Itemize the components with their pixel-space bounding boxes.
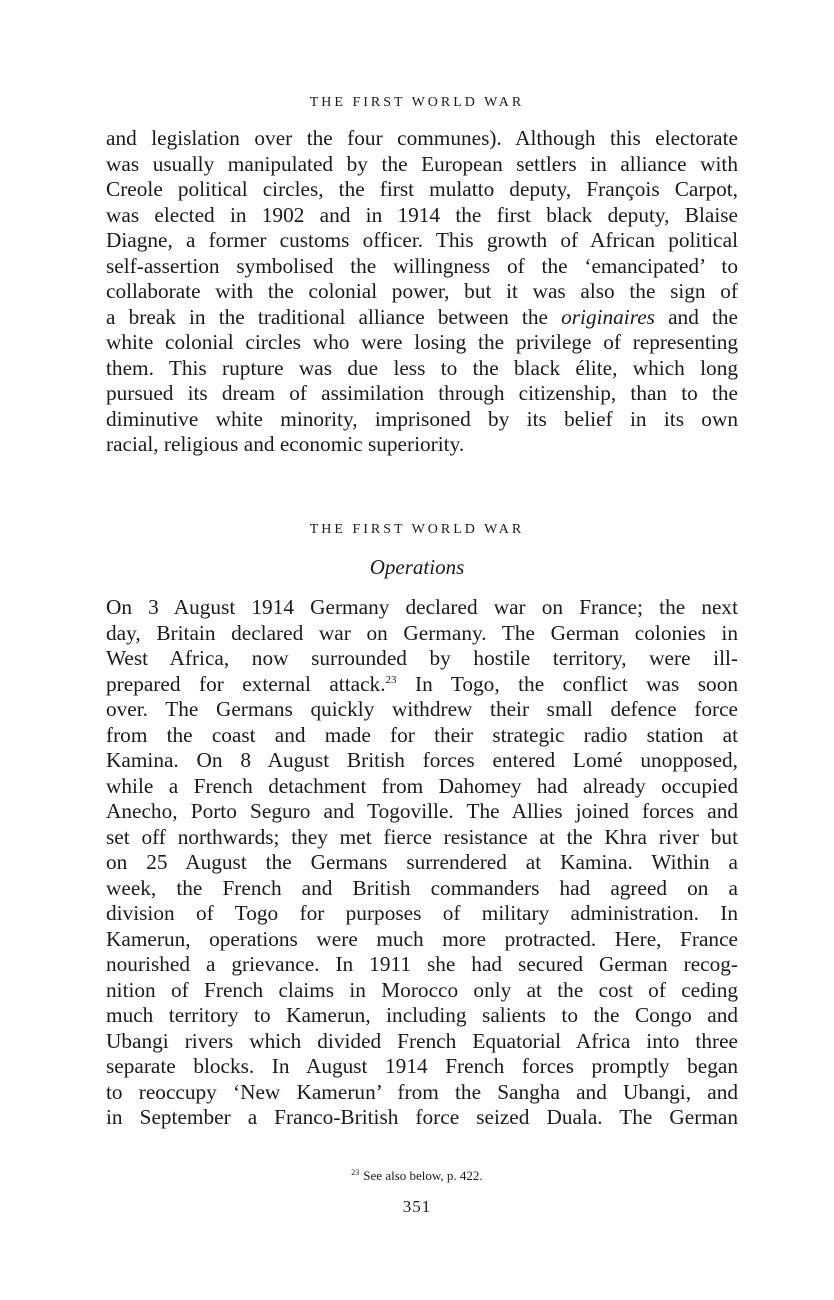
text-line: while a French detachment from Dahomey had already occupied — [106, 773, 738, 798]
text-line: white colonial circles who were losing the privilege of representing — [106, 330, 738, 354]
text-line: West Africa, now surrounded by hostile territory, were ill- — [106, 646, 738, 670]
text-line: separate blocks. In August 1914 French forces promptly began — [106, 1054, 738, 1078]
text-segment: prepared for external attack. — [106, 671, 386, 696]
text-line: much territory to Kamerun, including salients to the Congo and — [106, 1003, 738, 1027]
text-line: day, Britain declared war on Germany. The German colonies in — [106, 620, 738, 645]
text-line: on 25 August the Germans surrendered at Kamina. Within a — [106, 850, 738, 874]
footnote-reference: 23 — [385, 673, 397, 686]
text-line: collaborate with the colonial power, but it was also the sign of — [106, 279, 738, 303]
section-title: THE FIRST WORLD WAR — [309, 522, 525, 537]
italic-term-originaires: originaires — [561, 304, 655, 329]
text-segment: a break in the traditional alliance between the — [106, 304, 548, 329]
text-line: set off northwards; they met fierce resistance at the Khra river but — [106, 824, 738, 849]
text-line: diminutive white minority, imprisoned by its belief in its own — [106, 406, 738, 431]
text-line: Diagne, a former customs officer. This growth of African political — [106, 228, 738, 252]
text-line: and legislation over the four communes). Although this electorate — [106, 126, 738, 150]
text-line: Creole political circles, the first mulatto deputy, François Carpot, — [106, 177, 738, 201]
text-line: was elected in 1902 and in 1914 the first black deputy, Blaise — [106, 202, 738, 227]
text-line: Ubangi rivers which divided French Equatorial Africa into three — [106, 1028, 738, 1053]
text-line: Kamerun, operations were much more protracted. Here, France — [106, 926, 738, 951]
text-line: self-assertion symbolised the willingness of the ‘emancipated’ to — [106, 253, 738, 278]
page-number: 351 — [402, 1197, 432, 1216]
footnote-marker: 23 — [351, 1168, 360, 1177]
text-line: week, the French and British commanders had agreed on a — [106, 875, 738, 900]
text-line: in September a Franco-British force seized Duala. The German — [106, 1105, 738, 1129]
footnote — [0, 1164, 834, 1185]
paragraph-operations — [106, 595, 738, 1131]
text-line: to reoccupy ‘New Kamerun’ from the Sangha and Ubangi, and — [106, 1079, 738, 1104]
text-line: was usually manipulated by the European settlers in alliance with — [106, 151, 738, 176]
text-segment: In Togo, the conflict was soon — [415, 671, 738, 696]
paragraph-electorate — [106, 126, 738, 458]
text-line: them. This rupture was due less to the black élite, which long — [106, 355, 738, 380]
text-line: from the coast and made for their strategic radio station at — [106, 722, 738, 747]
text-line: division of Togo for purposes of military administration. In — [106, 901, 738, 925]
text-line: pursued its dream of assimilation through citizenship, than to the — [106, 381, 738, 405]
running-head: THE FIRST WORLD WAR — [309, 95, 525, 110]
text-segment: and the — [668, 304, 739, 329]
text-line: Kamina. On 8 August British forces entered Lomé unopposed, — [106, 748, 738, 772]
text-line-mixed — [106, 672, 738, 698]
text-line: nition of French claims in Morocco only at the cost of ceding — [106, 977, 738, 1002]
text-line: racial, religious and economic superiority. — [106, 432, 465, 456]
text-line: On 3 August 1914 Germany declared war on France; the next — [106, 595, 738, 619]
text-line: Anecho, Porto Seguro and Togoville. The Allies joined forces and — [106, 799, 738, 823]
text-line-mixed — [106, 305, 738, 331]
subsection-title: Operations — [369, 555, 465, 579]
text-line: over. The Germans quickly withdrew their small defence force — [106, 697, 738, 721]
footnote-text: See also below, p. 422. — [363, 1168, 483, 1183]
text-line: nourished a grievance. In 1911 she had secured German recog- — [106, 952, 738, 976]
